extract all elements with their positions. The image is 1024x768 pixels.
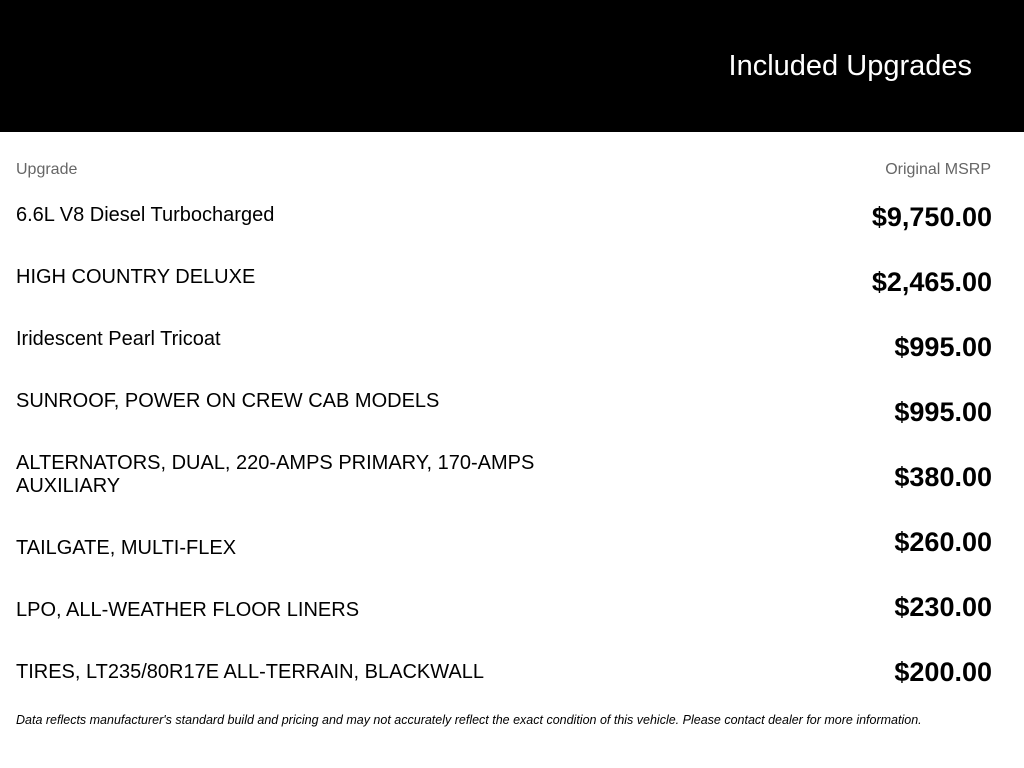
upgrade-name: HIGH COUNTRY DELUXE [16, 266, 256, 288]
upgrade-name: Iridescent Pearl Tricoat [16, 328, 221, 350]
upgrade-price: $2,465.00 [871, 267, 992, 297]
upgrade-name: LPO, ALL-WEATHER FLOOR LINERS [16, 599, 360, 621]
column-header-msrp: Original MSRP [885, 161, 991, 178]
upgrade-price: $380.00 [894, 462, 992, 492]
page-title: Included Upgrades [728, 50, 972, 82]
upgrade-price: $260.00 [894, 527, 992, 557]
column-headers [16, 160, 991, 180]
upgrade-price: $995.00 [894, 332, 992, 362]
upgrade-name: SUNROOF, POWER ON CREW CAB MODELS [16, 390, 440, 412]
upgrade-price: $9,750.00 [871, 202, 992, 232]
disclaimer-footnote: Data reflects manufacturer's standard build and pricing and may not accurately reflect the exact condition of this vehicle. Please contact dealer for more information. [16, 713, 922, 727]
upgrade-name: TAILGATE, MULTI-FLEX [16, 537, 237, 559]
upgrade-name: TIRES, LT235/80R17E ALL-TERRAIN, BLACKWALL [16, 661, 484, 683]
upgrade-price: $200.00 [894, 657, 992, 687]
upgrade-price: $995.00 [894, 397, 992, 427]
upgrade-name: ALTERNATORS, DUAL, 220-AMPS PRIMARY, 170-AMPS AUXILIARY [16, 452, 535, 497]
upgrade-name: 6.6L V8 Diesel Turbocharged [16, 204, 275, 226]
upgrade-price: $230.00 [894, 592, 992, 622]
column-header-upgrade: Upgrade [16, 161, 78, 178]
header-bar [0, 0, 1024, 132]
